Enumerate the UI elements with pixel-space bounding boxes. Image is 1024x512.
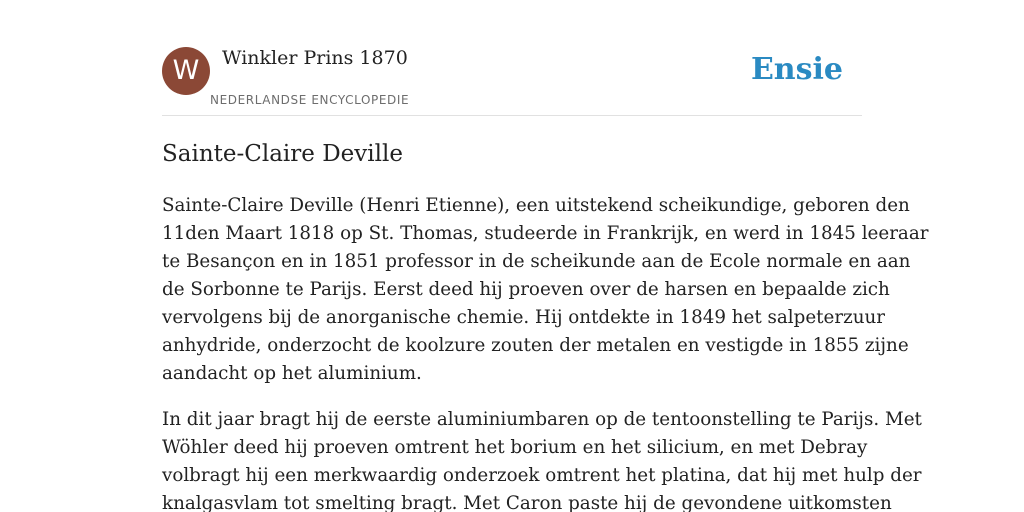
paragraph-line: In dit jaar bragt hij de eerste aluminiumbaren op de tentoonstelling te Parijs. Met — [162, 409, 922, 430]
paragraph-line: de Sorbonne te Parijs. Eerst deed hij proeven over de harsen en bepaalde zich — [162, 279, 890, 300]
paragraph-line: 11den Maart 1818 op St. Thomas, studeerde in Frankrijk, en werd in 1845 leeraar — [162, 223, 929, 244]
paragraph-line: te Besançon en in 1851 professor in de scheikunde aan de Ecole normale en aan — [162, 251, 911, 272]
paragraph-line: Wöhler deed hij proeven omtrent het borium en het silicium, en met Debray — [162, 437, 868, 458]
article-paragraph-2 — [162, 406, 922, 512]
paragraph-line: anhydride, onderzocht de koolzure zouten der metalen en vestigde in 1855 zijne — [162, 335, 909, 356]
paragraph-line: knalgasvlam tot smelting bragt. Met Caron paste hij de gevondene uitkomsten — [162, 493, 892, 512]
header-divider — [162, 115, 862, 116]
source-avatar: W — [162, 47, 210, 95]
source-subtitle: NEDERLANDSE ENCYCLOPEDIE — [210, 93, 410, 107]
article-paragraph-1 — [162, 192, 929, 388]
source-header — [162, 46, 862, 116]
paragraph-line: volbragt hij een merkwaardig onderzoek omtrent het platina, dat hij met hulp der — [162, 465, 922, 486]
paragraph-line: aandacht op het aluminium. — [162, 363, 422, 384]
article-title: Sainte-Claire Deville — [162, 141, 403, 167]
paragraph-line: Sainte-Claire Deville (Henri Etienne), een uitstekend scheikundige, geboren den — [162, 195, 910, 216]
brand-logo[interactable]: Ensie — [750, 52, 843, 87]
article-body — [162, 192, 929, 512]
paragraph-line: vervolgens bij de anorganische chemie. Hij ontdekte in 1849 het salpeterzuur — [162, 307, 885, 328]
source-title-link[interactable]: Winkler Prins 1870 — [222, 47, 408, 69]
